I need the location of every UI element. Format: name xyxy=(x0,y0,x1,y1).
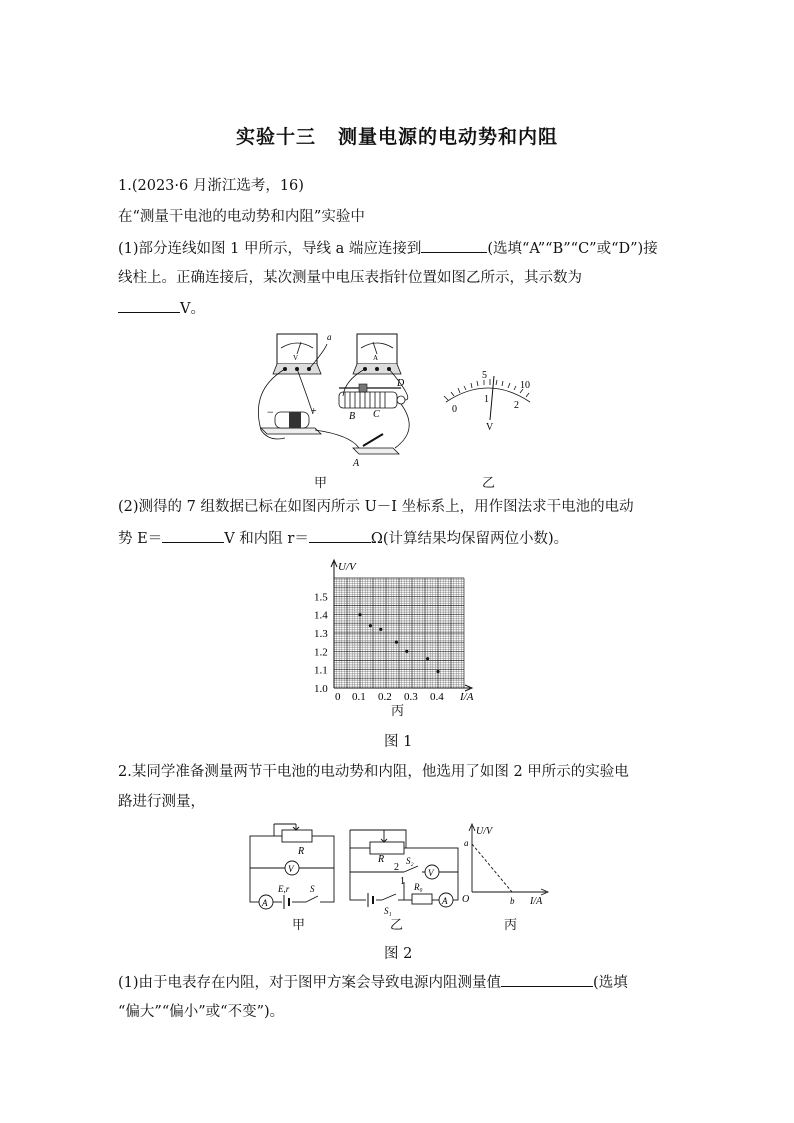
q1-part2-line1: (2)测得的 7 组数据已标在如图丙所示 U－I 坐标系上，用作图法求干电池的电动 xyxy=(118,499,634,515)
svg-text:V: V xyxy=(486,422,494,433)
svg-text:R₀: R₀ xyxy=(414,882,423,892)
answer-blank[interactable] xyxy=(118,298,180,313)
circuit-yi xyxy=(346,822,462,918)
answer-blank[interactable] xyxy=(421,238,487,253)
fig2-yi-label: 乙 xyxy=(390,918,404,933)
y-axis-label: U/V xyxy=(338,561,356,573)
meter-scale xyxy=(438,368,538,434)
svg-text:S₁: S₁ xyxy=(384,906,392,916)
title-main: 实验十三 xyxy=(235,126,316,148)
svg-text:a: a xyxy=(327,332,332,342)
x-tick-label: 0 xyxy=(335,691,341,703)
q1-part1-line2: 线柱上。正确连接后，某次测量中电压表指针位置如图乙所示，其示数为 xyxy=(118,270,582,286)
svg-text:1: 1 xyxy=(484,394,489,405)
data-point xyxy=(369,624,372,627)
q1-part2-line2: 势 E＝ V 和内阻 r＝ Ω(计算结果均保留两位小数)。 xyxy=(118,528,568,549)
fig1-jia-label: 甲 xyxy=(314,476,328,491)
fig2-bing-label: 丙 xyxy=(504,918,518,933)
y-tick-label: 1.3 xyxy=(314,628,328,640)
svg-text:R: R xyxy=(298,846,305,857)
svg-text:V: V xyxy=(293,354,299,362)
svg-text:V: V xyxy=(288,864,294,874)
svg-text:10: 10 xyxy=(520,380,530,391)
svg-text:U/V: U/V xyxy=(476,826,493,837)
svg-text:S₂: S₂ xyxy=(406,856,414,866)
data-point xyxy=(358,613,361,616)
y-tick-label: 1.1 xyxy=(314,664,328,677)
svg-text:A: A xyxy=(373,354,379,362)
y-tick-label: 1.0 xyxy=(314,683,328,695)
svg-text:O: O xyxy=(462,894,470,905)
answer-blank[interactable] xyxy=(501,972,593,987)
data-point xyxy=(405,650,408,653)
data-point xyxy=(395,641,398,644)
q2-part1-line1: (1)由于电表存在内阻，对于图甲方案会导致电源内阻测量值 (选填 xyxy=(118,972,628,993)
q1-part1-line3: V。 xyxy=(118,298,205,319)
apparatus-figure xyxy=(255,330,420,470)
resistor-r0 xyxy=(412,894,432,904)
svg-text:R: R xyxy=(378,854,385,865)
svg-text:2: 2 xyxy=(394,862,399,873)
svg-text:5: 5 xyxy=(482,370,487,381)
ui-graph-sketch xyxy=(462,822,552,908)
rheostat-icon xyxy=(339,378,405,422)
answer-blank-E[interactable] xyxy=(162,528,224,543)
data-point xyxy=(379,628,382,631)
y-tick-label: 1.4 xyxy=(314,609,328,622)
q1-intro: 在“测量干电池的电动势和内阻”实验中 xyxy=(118,209,365,225)
svg-text:A: A xyxy=(262,898,268,908)
x-tick-label: 0.2 xyxy=(378,691,392,703)
fig1-yi-label: 乙 xyxy=(482,476,496,491)
svg-text:0: 0 xyxy=(452,404,457,415)
answer-blank-r[interactable] xyxy=(309,528,371,543)
svg-text:I/A: I/A xyxy=(530,896,543,907)
ammeter-icon xyxy=(353,334,401,374)
fig2-jia-label: 甲 xyxy=(292,918,306,933)
fig1-bing-label: 丙 xyxy=(391,704,405,719)
svg-text:2: 2 xyxy=(514,400,519,411)
svg-text:+: + xyxy=(311,406,317,417)
q2-line1: 2.某同学准备测量两节干电池的电动势和内阻，他选用了如图 2 甲所示的实验电 xyxy=(118,764,629,780)
q1-header: 1.(2023·6 月浙江选考，16) xyxy=(118,178,304,194)
circuit-jia xyxy=(246,822,338,912)
ui-chart xyxy=(308,558,483,718)
figure-2-caption: 图 2 xyxy=(384,946,413,962)
figure-1-caption: 图 1 xyxy=(384,734,413,750)
x-axis-label: I/A xyxy=(460,691,474,703)
svg-text:S: S xyxy=(310,884,315,894)
q1-part1-line1: (1)部分连线如图 1 甲所示，导线 a 端应连接到 (选填“A”“B”“C”或“D”)接 xyxy=(118,238,658,259)
data-point xyxy=(436,670,439,673)
x-tick-label: 0.4 xyxy=(430,691,444,703)
svg-text:B: B xyxy=(349,411,356,422)
title-sub: 测量电源的电动势和内阻 xyxy=(338,126,559,148)
x-tick-label: 0.1 xyxy=(352,691,366,703)
voltmeter-icon xyxy=(273,334,321,374)
svg-text:1: 1 xyxy=(400,876,405,887)
svg-text:a: a xyxy=(464,838,469,848)
y-tick-label: 1.2 xyxy=(314,646,328,659)
battery-icon xyxy=(261,405,321,434)
svg-text:A: A xyxy=(353,458,360,469)
q2-part1-line2: “偏大”“偏小”或“不变”)。 xyxy=(118,1004,285,1020)
switch-icon xyxy=(352,434,399,469)
q2-line2: 路进行测量， xyxy=(118,794,205,810)
data-point xyxy=(426,657,429,660)
page-title xyxy=(0,122,794,149)
svg-text:A: A xyxy=(442,896,448,906)
svg-text:−: − xyxy=(267,405,274,419)
svg-text:C: C xyxy=(373,409,380,420)
svg-text:E,r: E,r xyxy=(278,884,290,894)
svg-text:b: b xyxy=(510,896,515,906)
svg-text:D: D xyxy=(397,378,405,389)
svg-text:V: V xyxy=(428,868,434,878)
x-tick-label: 0.3 xyxy=(404,691,418,703)
y-tick-label: 1.5 xyxy=(314,591,328,604)
